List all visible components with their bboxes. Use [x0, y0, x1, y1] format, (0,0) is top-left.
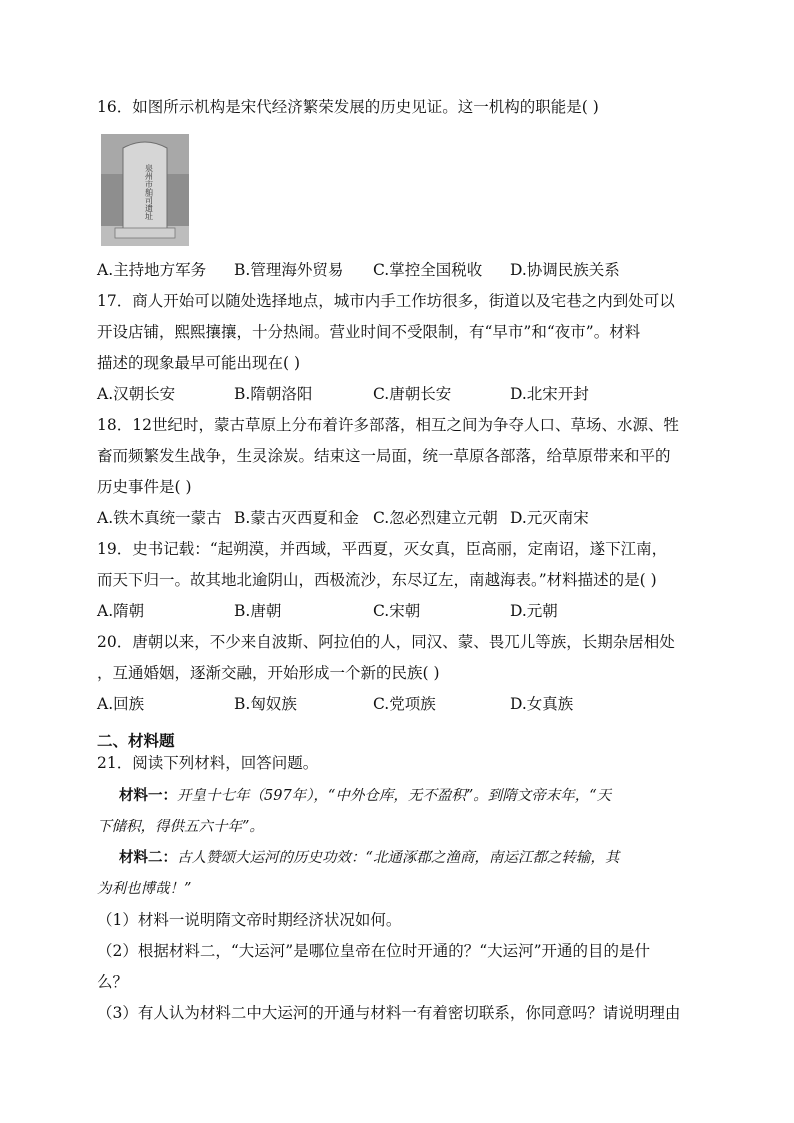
q19-option-c[interactable]: C.宋朝 [373, 602, 421, 620]
q17-line-1: 17．商人开始可以随处选择地点，城市内手工作坊很多，街道以及宅巷之内到处可以 [97, 292, 675, 310]
stele-image [101, 134, 189, 246]
q18-line-3: 历史事件是( ) [97, 478, 192, 496]
q17-line-3: 描述的现象最早可能出现在( ) [97, 354, 301, 372]
q19-options [97, 600, 717, 622]
q18-line-2: 畜而频繁发生战争，生灵涂炭。结束这一局面，统一草原各部落，给草原带来和平的 [97, 447, 671, 465]
stele-inscription: 泉州市舶司遗址 [144, 164, 154, 220]
q17-line-2: 开设店铺，熙熙攘攘，十分热闹。营业时间不受限制，有“早市”和“夜市”。材料 [97, 323, 641, 341]
material-2-line-2: 为利也博哉！” [97, 881, 192, 897]
q17-option-b[interactable]: B.隋朝洛阳 [234, 385, 313, 403]
q21-sub-3: （3）有人认为材料二中大运河的开通与材料一有着密切联系，你同意吗？请说明理由 [97, 1004, 681, 1022]
q16-option-c[interactable]: C.掌控全国税收 [373, 261, 483, 279]
q16-options [97, 259, 717, 281]
section-title: 二、材料题 [97, 732, 175, 750]
q18-options [97, 507, 717, 529]
q20-line-1: 20．唐朝以来，不少来自波斯、阿拉伯的人，同汉、蒙、畏兀儿等族，长期杂居相处 [97, 633, 675, 651]
q21-stem: 21．阅读下列材料，回答问题。 [97, 754, 319, 772]
q21-sub-2-line-2: 么？ [97, 973, 129, 991]
q17-option-a[interactable]: A.汉朝长安 [97, 385, 176, 403]
q20-option-d[interactable]: D.女真族 [510, 695, 574, 713]
material-2-label: 材料二： [119, 849, 177, 866]
q19-option-b[interactable]: B.唐朝 [234, 602, 282, 620]
q17-options [97, 383, 717, 405]
q16-option-b[interactable]: B.管理海外贸易 [234, 261, 344, 279]
material-1-line-2: 下储积，得供五六十年”。 [97, 819, 264, 835]
q16-option-a[interactable]: A.主持地方军务 [97, 261, 207, 279]
material-2-line-1 [119, 847, 619, 869]
q19-line-1: 19．史书记载：“起朔漠，并西域，平西夏，灭女真，臣高丽，定南诏，遂下江南， [97, 540, 668, 558]
q20-options [97, 693, 717, 715]
material-2-text-1: 古人赞颂大运河的历史功效：“北通涿郡之渔商，南运江都之转输，其 [177, 850, 620, 866]
q16-stem: 16．如图所示机构是宋代经济繁荣发展的历史见证。这一机构的职能是( ) [97, 98, 599, 116]
q16-option-d[interactable]: D.协调民族关系 [510, 261, 620, 279]
stele-photo [101, 134, 189, 246]
q18-option-d[interactable]: D.元灭南宋 [510, 509, 589, 527]
q17-option-d[interactable]: D.北宋开封 [510, 385, 589, 403]
q20-line-2: ，互通婚姻，逐渐交融，开始形成一个新的民族( ) [97, 664, 440, 682]
material-1-label: 材料一： [119, 787, 177, 804]
q21-sub-1: （1）材料一说明隋文帝时期经济状况如何。 [97, 911, 402, 929]
q18-option-a[interactable]: A.铁木真统一蒙古 [97, 509, 222, 527]
q18-line-1: 18．12世纪时，蒙古草原上分布着许多部落，相互之间为争夺人口、草场、水源、牲 [97, 416, 679, 434]
q19-line-2: 而天下归一。故其地北逾阴山，西极流沙，东尽辽左，南越海表。”材料描述的是( ) [97, 571, 657, 589]
material-1-text-1: 开皇十七年（597年），“中外仓库，无不盈积”。到隋文帝末年，“天 [177, 788, 612, 804]
q17-option-c[interactable]: C.唐朝长安 [373, 385, 452, 403]
material-1-line-1 [119, 785, 611, 807]
q20-option-a[interactable]: A.回族 [97, 695, 145, 713]
q21-sub-2-line-1: （2）根据材料二，“大运河”是哪位皇帝在位时开通的？“大运河”开通的目的是什 [97, 942, 651, 960]
q20-option-c[interactable]: C.党项族 [373, 695, 436, 713]
q19-option-d[interactable]: D.元朝 [510, 602, 558, 620]
q19-option-a[interactable]: A.隋朝 [97, 602, 145, 620]
q20-option-b[interactable]: B.匈奴族 [234, 695, 297, 713]
q18-option-c[interactable]: C.忽必烈建立元朝 [373, 509, 498, 527]
q18-option-b[interactable]: B.蒙古灭西夏和金 [234, 509, 359, 527]
